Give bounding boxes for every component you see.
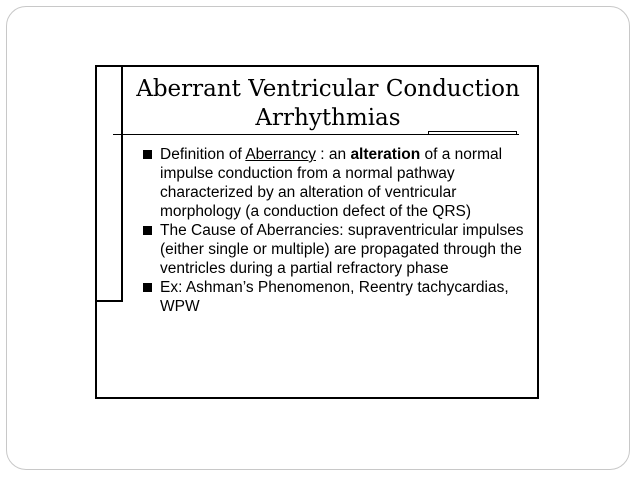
bullet-examples-text: Ex: Ashman’s Phenomenon, Reentry tachycardias, WPW xyxy=(160,279,509,315)
bullet-item-cause xyxy=(140,221,530,278)
bullet-list xyxy=(140,145,530,316)
square-bullet-icon xyxy=(143,150,152,159)
title-rule-box xyxy=(428,131,517,135)
slide-title-line-1: Aberrant Ventricular Conduction xyxy=(136,76,520,102)
left-accent-bar-foot xyxy=(96,300,123,302)
slide-title xyxy=(128,75,528,133)
square-bullet-icon xyxy=(143,226,152,235)
bullet-definition-lead: Definition of xyxy=(160,146,246,163)
slide-title-line-2: Arrhythmias xyxy=(255,105,401,131)
bullet-item-examples xyxy=(140,278,530,316)
bullet-cause-text: The Cause of Aberrancies: supraventricular impulses (either single or multiple) are propagated through the ventricles during a partial refractory phase xyxy=(160,222,524,277)
left-accent-bar xyxy=(121,66,123,302)
bullet-definition-term: Aberrancy xyxy=(245,146,316,163)
bullet-definition-rest: of a normal impulse conduction from a normal pathway characterized by an alteration of ventricular morphology (a conduction defect of the QRS) xyxy=(160,146,503,220)
square-bullet-icon xyxy=(143,283,152,292)
bullet-definition-emphasis: alteration xyxy=(350,146,421,163)
bullet-item-definition xyxy=(140,145,530,221)
bullet-definition-middle: : an xyxy=(315,146,351,163)
